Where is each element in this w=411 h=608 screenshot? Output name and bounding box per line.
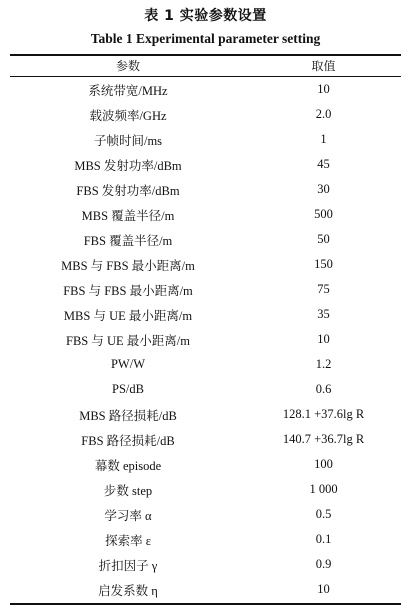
value-cell: 0.1: [315, 532, 332, 546]
value-cell: 35: [317, 307, 330, 321]
parameter-cell: MBS 与 FBS 最小距离/m: [61, 258, 195, 273]
value-cell: 128.1 +37.6lg R: [282, 407, 365, 421]
value-cell: 1 000: [309, 482, 338, 496]
value-cell: 45: [317, 157, 330, 171]
parameter-cell: PW/W: [110, 357, 146, 371]
parameter-cell: FBS 与 FBS 最小距离/m: [63, 283, 193, 298]
table-row: [10, 277, 401, 302]
parameter-cell: PS/dB: [112, 382, 144, 396]
table-row: [10, 152, 401, 177]
parameter-cell: FBS 路径损耗/dB: [81, 433, 175, 448]
header-value: 取值: [311, 59, 336, 73]
table-row: [10, 477, 401, 502]
value-cell: 1.2: [315, 357, 332, 371]
parameter-cell: 探索率 ε: [105, 533, 151, 548]
value-cell: 0.5: [315, 507, 332, 521]
value-cell: 10: [317, 332, 330, 346]
value-cell: 140.7 +36.7lg R: [282, 432, 365, 446]
table-row: [10, 552, 401, 577]
table-row: [10, 452, 401, 477]
parameter-cell: 幕数 episode: [94, 458, 162, 473]
value-cell: 10: [317, 582, 330, 596]
table-row: [10, 227, 401, 252]
table-bottom-rule: [10, 603, 401, 605]
table-caption-english: Table 1 Experimental parameter setting: [90, 31, 321, 46]
table-row: [10, 577, 401, 602]
parameter-cell: FBS 发射功率/dBm: [76, 183, 180, 198]
table-row: [10, 502, 401, 527]
table-row: [10, 402, 401, 427]
table-row: [10, 352, 401, 377]
parameter-cell: 载波频率/GHz: [89, 108, 167, 123]
parameter-cell: 学习率 α: [104, 508, 152, 523]
value-cell: 100: [314, 457, 333, 471]
parameter-cell: MBS 路径损耗/dB: [79, 408, 177, 423]
table-caption-chinese: 表 1 实验参数设置: [144, 8, 267, 24]
value-cell: 10: [317, 82, 330, 96]
table-header-row: [10, 55, 401, 76]
table-row: [10, 252, 401, 277]
table-row: [10, 302, 401, 327]
parameter-cell: MBS 覆盖半径/m: [81, 208, 175, 223]
parameter-cell: 系统带宽/MHz: [88, 83, 168, 98]
table-row: [10, 77, 401, 102]
value-cell: 0.9: [315, 557, 332, 571]
table-row: [10, 327, 401, 352]
value-cell: 1: [320, 132, 327, 146]
table-row: [10, 127, 401, 152]
parameter-cell: MBS 与 UE 最小距离/m: [63, 308, 193, 323]
parameter-cell: FBS 与 UE 最小距离/m: [66, 333, 190, 348]
value-cell: 50: [317, 232, 330, 246]
parameter-cell: MBS 发射功率/dBm: [74, 158, 182, 173]
value-cell: 0.6: [315, 382, 332, 396]
value-cell: 30: [317, 182, 330, 196]
parameter-cell: FBS 覆盖半径/m: [83, 233, 173, 248]
value-cell: 500: [314, 207, 333, 221]
parameter-cell: 启发系数 η: [98, 583, 158, 598]
table-row: [10, 102, 401, 127]
table-row: [10, 202, 401, 227]
parameter-cell: 子帧时间/ms: [93, 133, 163, 148]
parameter-cell: 折扣因子 γ: [98, 558, 158, 573]
table-row: [10, 177, 401, 202]
table-row: [10, 377, 401, 402]
header-parameter: 参数: [115, 59, 140, 73]
table-row: [10, 527, 401, 552]
value-cell: 2.0: [315, 107, 332, 121]
value-cell: 75: [317, 282, 330, 296]
value-cell: 150: [314, 257, 333, 271]
table-row: [10, 427, 401, 452]
parameter-cell: 步数 step: [103, 483, 153, 498]
